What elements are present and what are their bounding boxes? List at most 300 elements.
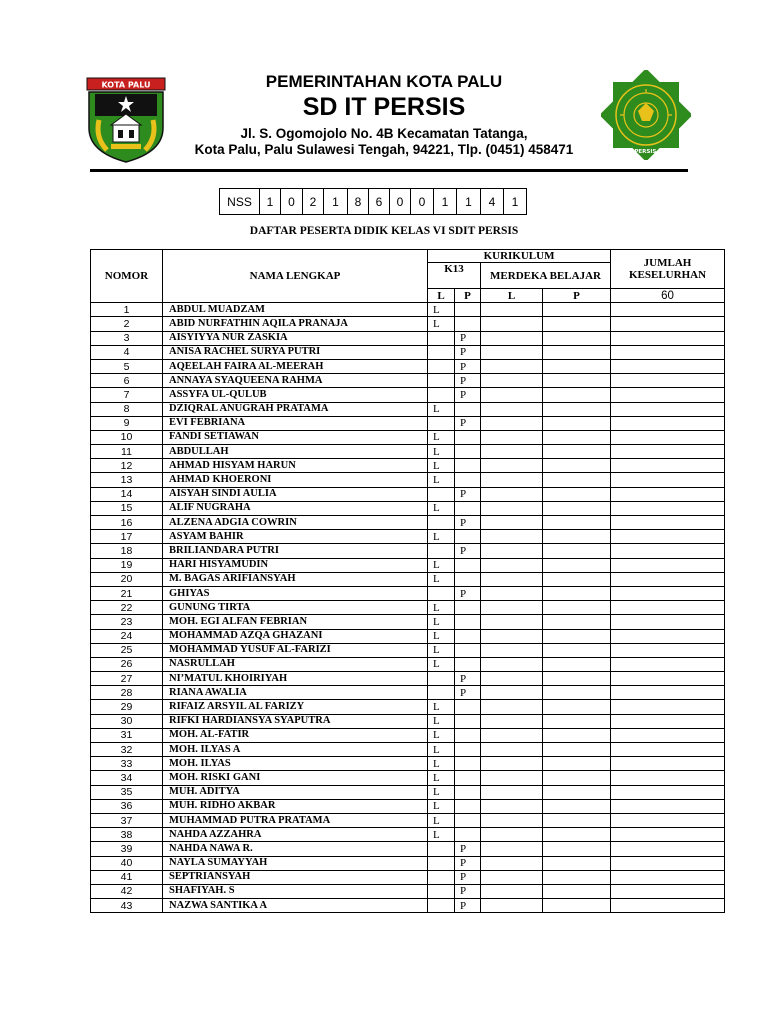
- k13-l-mark: [428, 899, 455, 913]
- merdeka-p-mark: [543, 601, 611, 615]
- merdeka-p-mark: [543, 331, 611, 345]
- nss-digit: 0: [411, 189, 434, 215]
- k13-p-mark: [455, 572, 481, 586]
- student-name: AISYAH SINDI AULIA: [163, 487, 428, 501]
- row-number: 12: [91, 459, 163, 473]
- table-row: [91, 516, 725, 530]
- k13-l-mark: L: [428, 473, 455, 487]
- merdeka-p-mark: [543, 303, 611, 317]
- jumlah-cell: [611, 303, 725, 317]
- merdeka-l-mark: [481, 558, 543, 572]
- nss-digit: 4: [481, 189, 504, 215]
- k13-l-mark: L: [428, 402, 455, 416]
- k13-p-mark: [455, 728, 481, 742]
- k13-l-mark: L: [428, 303, 455, 317]
- jumlah-cell: [611, 572, 725, 586]
- k13-l-mark: L: [428, 771, 455, 785]
- merdeka-l-mark: [481, 785, 543, 799]
- jumlah-cell: [611, 643, 725, 657]
- student-name: NAYLA SUMAYYAH: [163, 856, 428, 870]
- k13-l-mark: [428, 856, 455, 870]
- row-number: 11: [91, 445, 163, 459]
- jumlah-cell: [611, 388, 725, 402]
- merdeka-p-mark: [543, 530, 611, 544]
- student-name: MOH. EGI ALFAN FEBRIAN: [163, 615, 428, 629]
- merdeka-p-mark: [543, 317, 611, 331]
- k13-p-mark: [455, 757, 481, 771]
- row-number: 16: [91, 516, 163, 530]
- k13-p-mark: [455, 700, 481, 714]
- letterhead: [0, 0, 768, 175]
- merdeka-l-mark: [481, 629, 543, 643]
- merdeka-p-mark: [543, 813, 611, 827]
- student-name: AHMAD KHOERONI: [163, 473, 428, 487]
- merdeka-p-mark: [543, 516, 611, 530]
- student-name: ASSYFA UL-QULUB: [163, 388, 428, 402]
- table-row: [91, 416, 725, 430]
- school-name: SD IT PERSIS: [302, 93, 466, 121]
- jumlah-cell: [611, 771, 725, 785]
- row-number: 28: [91, 686, 163, 700]
- student-name: ANISA RACHEL SURYA PUTRI: [163, 345, 428, 359]
- table-row: [91, 530, 725, 544]
- merdeka-l-mark: [481, 473, 543, 487]
- k13-p-mark: [455, 629, 481, 643]
- merdeka-l-mark: [481, 743, 543, 757]
- table-row: [91, 629, 725, 643]
- student-name: NI’MATUL KHOIRIYAH: [163, 672, 428, 686]
- header-merdeka-l: L: [481, 289, 543, 303]
- jumlah-cell: [611, 714, 725, 728]
- table-row: [91, 657, 725, 671]
- student-name: ANNAYA SYAQUEENA RAHMA: [163, 374, 428, 388]
- k13-p-mark: P: [455, 544, 481, 558]
- row-number: 21: [91, 586, 163, 600]
- table-row: [91, 686, 725, 700]
- merdeka-l-mark: [481, 672, 543, 686]
- jumlah-cell: [611, 615, 725, 629]
- jumlah-cell: [611, 487, 725, 501]
- table-row: [91, 586, 725, 600]
- k13-p-mark: [455, 657, 481, 671]
- merdeka-p-mark: [543, 359, 611, 373]
- k13-p-mark: P: [455, 899, 481, 913]
- k13-l-mark: [428, 388, 455, 402]
- table-row: [91, 899, 725, 913]
- k13-p-mark: P: [455, 374, 481, 388]
- table-row: [91, 601, 725, 615]
- table-row: [91, 672, 725, 686]
- k13-p-mark: [455, 430, 481, 444]
- jumlah-cell: [611, 870, 725, 884]
- jumlah-cell: [611, 359, 725, 373]
- merdeka-p-mark: [543, 884, 611, 898]
- row-number: 29: [91, 700, 163, 714]
- k13-p-mark: P: [455, 331, 481, 345]
- k13-l-mark: L: [428, 799, 455, 813]
- k13-l-mark: [428, 359, 455, 373]
- merdeka-l-mark: [481, 813, 543, 827]
- row-number: 27: [91, 672, 163, 686]
- student-table: [90, 249, 725, 913]
- merdeka-l-mark: [481, 331, 543, 345]
- k13-p-mark: P: [455, 856, 481, 870]
- merdeka-l-mark: [481, 643, 543, 657]
- jumlah-cell: [611, 700, 725, 714]
- k13-p-mark: P: [455, 672, 481, 686]
- nss-digit: 8: [348, 189, 369, 215]
- k13-p-mark: [455, 828, 481, 842]
- student-name: DZIQRAL ANUGRAH PRATAMA: [163, 402, 428, 416]
- k13-l-mark: [428, 870, 455, 884]
- k13-l-mark: L: [428, 445, 455, 459]
- merdeka-p-mark: [543, 743, 611, 757]
- k13-l-mark: L: [428, 601, 455, 615]
- k13-p-mark: P: [455, 388, 481, 402]
- row-number: 17: [91, 530, 163, 544]
- row-number: 20: [91, 572, 163, 586]
- merdeka-l-mark: [481, 359, 543, 373]
- student-name: NAHDA NAWA R.: [163, 842, 428, 856]
- merdeka-p-mark: [543, 828, 611, 842]
- sdit-persis-emblem-icon: [601, 70, 691, 160]
- student-name: ABDULLAH: [163, 445, 428, 459]
- table-row: [91, 317, 725, 331]
- row-number: 43: [91, 899, 163, 913]
- student-name: HARI HISYAMUDIN: [163, 558, 428, 572]
- merdeka-p-mark: [543, 388, 611, 402]
- merdeka-p-mark: [543, 473, 611, 487]
- k13-p-mark: [455, 445, 481, 459]
- student-name: RIFAIZ ARSYIL AL FARIZY: [163, 700, 428, 714]
- table-row: [91, 842, 725, 856]
- k13-l-mark: [428, 487, 455, 501]
- jumlah-cell: [611, 430, 725, 444]
- table-row: [91, 813, 725, 827]
- jumlah-cell: [611, 899, 725, 913]
- k13-l-mark: L: [428, 813, 455, 827]
- k13-p-mark: P: [455, 884, 481, 898]
- merdeka-l-mark: [481, 586, 543, 600]
- student-name: MUH. RIDHO AKBAR: [163, 799, 428, 813]
- merdeka-p-mark: [543, 700, 611, 714]
- table-row: [91, 771, 725, 785]
- merdeka-l-mark: [481, 317, 543, 331]
- student-name: MUHAMMAD PUTRA PRATAMA: [163, 813, 428, 827]
- student-name: MOHAMMAD AZQA GHAZANI: [163, 629, 428, 643]
- nss-digit: 1: [457, 189, 481, 215]
- k13-l-mark: L: [428, 459, 455, 473]
- k13-l-mark: L: [428, 757, 455, 771]
- merdeka-p-mark: [543, 899, 611, 913]
- jumlah-cell: [611, 686, 725, 700]
- table-row: [91, 359, 725, 373]
- row-number: 25: [91, 643, 163, 657]
- row-number: 38: [91, 828, 163, 842]
- merdeka-l-mark: [481, 856, 543, 870]
- row-number: 41: [91, 870, 163, 884]
- k13-l-mark: [428, 374, 455, 388]
- table-row: [91, 743, 725, 757]
- k13-l-mark: L: [428, 558, 455, 572]
- merdeka-l-mark: [481, 686, 543, 700]
- student-name: AISYIYYA NUR ZASKIA: [163, 331, 428, 345]
- k13-l-mark: L: [428, 700, 455, 714]
- merdeka-l-mark: [481, 544, 543, 558]
- table-row: [91, 728, 725, 742]
- merdeka-l-mark: [481, 445, 543, 459]
- merdeka-p-mark: [543, 445, 611, 459]
- k13-l-mark: L: [428, 629, 455, 643]
- jumlah-cell: [611, 501, 725, 515]
- jumlah-cell: [611, 516, 725, 530]
- k13-p-mark: [455, 714, 481, 728]
- merdeka-l-mark: [481, 870, 543, 884]
- k13-l-mark: L: [428, 714, 455, 728]
- k13-l-mark: L: [428, 572, 455, 586]
- header-jumlah: JUMLAH KESELURHAN: [611, 250, 725, 289]
- table-row: [91, 700, 725, 714]
- k13-p-mark: P: [455, 870, 481, 884]
- student-name: MOHAMMAD YUSUF AL-FARIZI: [163, 643, 428, 657]
- k13-p-mark: P: [455, 487, 481, 501]
- table-row: [91, 757, 725, 771]
- nss-digit: 6: [369, 189, 390, 215]
- k13-l-mark: L: [428, 615, 455, 629]
- k13-p-mark: [455, 601, 481, 615]
- jumlah-cell: [611, 884, 725, 898]
- table-row: [91, 331, 725, 345]
- merdeka-l-mark: [481, 842, 543, 856]
- k13-p-mark: P: [455, 586, 481, 600]
- jumlah-cell: [611, 586, 725, 600]
- k13-l-mark: L: [428, 728, 455, 742]
- header-divider: [90, 169, 688, 172]
- k13-p-mark: [455, 643, 481, 657]
- jumlah-cell: [611, 672, 725, 686]
- header-k13: K13: [428, 263, 481, 289]
- row-number: 35: [91, 785, 163, 799]
- student-name: MOH. ILYAS: [163, 757, 428, 771]
- table-row: [91, 572, 725, 586]
- table-row: [91, 459, 725, 473]
- row-number: 5: [91, 359, 163, 373]
- row-number: 33: [91, 757, 163, 771]
- jumlah-cell: [611, 601, 725, 615]
- merdeka-p-mark: [543, 714, 611, 728]
- student-name: RIFKI HARDIANSYA SYAPUTRA: [163, 714, 428, 728]
- header-kurikulum: KURIKULUM: [428, 250, 611, 263]
- jumlah-cell: [611, 842, 725, 856]
- government-title: PEMERINTAHAN KOTA PALU: [265, 72, 503, 91]
- jumlah-cell: [611, 728, 725, 742]
- merdeka-l-mark: [481, 501, 543, 515]
- jumlah-cell: [611, 402, 725, 416]
- k13-l-mark: [428, 586, 455, 600]
- school-address-line2: Kota Palu, Palu Sulawesi Tengah, 94221, Tlp. (0451) 458471: [194, 142, 574, 157]
- student-name: ASYAM BAHIR: [163, 530, 428, 544]
- jumlah-cell: [611, 558, 725, 572]
- row-number: 18: [91, 544, 163, 558]
- jumlah-cell: [611, 530, 725, 544]
- row-number: 6: [91, 374, 163, 388]
- merdeka-l-mark: [481, 516, 543, 530]
- k13-p-mark: [455, 813, 481, 827]
- merdeka-p-mark: [543, 657, 611, 671]
- table-row: [91, 884, 725, 898]
- k13-p-mark: [455, 615, 481, 629]
- svg-text:SDIT PERSIS PALU: SDIT PERSIS PALU: [618, 149, 674, 155]
- header-k13-l: L: [428, 289, 455, 303]
- merdeka-l-mark: [481, 615, 543, 629]
- table-row: [91, 445, 725, 459]
- row-number: 22: [91, 601, 163, 615]
- student-name: ABDUL MUADZAM: [163, 303, 428, 317]
- row-number: 4: [91, 345, 163, 359]
- row-number: 37: [91, 813, 163, 827]
- nss-digit: 0: [390, 189, 411, 215]
- table-row: [91, 828, 725, 842]
- k13-p-mark: [455, 558, 481, 572]
- merdeka-l-mark: [481, 430, 543, 444]
- student-name: EVI FEBRIANA: [163, 416, 428, 430]
- list-title: DAFTAR PESERTA DIDIK KELAS VI SDIT PERSIS: [249, 225, 519, 237]
- k13-l-mark: L: [428, 501, 455, 515]
- k13-p-mark: P: [455, 345, 481, 359]
- k13-p-mark: P: [455, 516, 481, 530]
- k13-p-mark: [455, 530, 481, 544]
- k13-p-mark: [455, 303, 481, 317]
- header-merdeka: MERDEKA BELAJAR: [481, 263, 611, 289]
- k13-l-mark: L: [428, 785, 455, 799]
- nss-digit: 1: [434, 189, 457, 215]
- k13-l-mark: [428, 331, 455, 345]
- merdeka-l-mark: [481, 487, 543, 501]
- merdeka-l-mark: [481, 601, 543, 615]
- merdeka-p-mark: [543, 856, 611, 870]
- k13-l-mark: L: [428, 657, 455, 671]
- k13-l-mark: L: [428, 530, 455, 544]
- merdeka-p-mark: [543, 430, 611, 444]
- nss-label: NSS: [220, 189, 260, 215]
- merdeka-p-mark: [543, 643, 611, 657]
- nss-digit: 1: [324, 189, 348, 215]
- student-name: SEPTRIANSYAH: [163, 870, 428, 884]
- table-row: [91, 303, 725, 317]
- k13-l-mark: [428, 345, 455, 359]
- row-number: 36: [91, 799, 163, 813]
- merdeka-l-mark: [481, 771, 543, 785]
- merdeka-l-mark: [481, 388, 543, 402]
- row-number: 1: [91, 303, 163, 317]
- row-number: 2: [91, 317, 163, 331]
- merdeka-l-mark: [481, 657, 543, 671]
- table-row: [91, 501, 725, 515]
- jumlah-cell: [611, 445, 725, 459]
- k13-l-mark: [428, 516, 455, 530]
- jumlah-cell: [611, 416, 725, 430]
- merdeka-p-mark: [543, 459, 611, 473]
- student-name: ALZENA ADGIA COWRIN: [163, 516, 428, 530]
- table-row: [91, 870, 725, 884]
- row-number: 10: [91, 430, 163, 444]
- k13-l-mark: L: [428, 828, 455, 842]
- header-nama: NAMA LENGKAP: [163, 250, 428, 303]
- k13-p-mark: [455, 402, 481, 416]
- merdeka-l-mark: [481, 459, 543, 473]
- merdeka-p-mark: [543, 686, 611, 700]
- student-name: ALIF NUGRAHA: [163, 501, 428, 515]
- student-name: ABID NURFATHIN AQILA PRANAJA: [163, 317, 428, 331]
- merdeka-l-mark: [481, 700, 543, 714]
- row-number: 14: [91, 487, 163, 501]
- jumlah-cell: [611, 785, 725, 799]
- row-number: 19: [91, 558, 163, 572]
- student-name: AHMAD HISYAM HARUN: [163, 459, 428, 473]
- row-number: 3: [91, 331, 163, 345]
- merdeka-p-mark: [543, 374, 611, 388]
- merdeka-l-mark: [481, 899, 543, 913]
- merdeka-p-mark: [543, 771, 611, 785]
- merdeka-l-mark: [481, 402, 543, 416]
- merdeka-p-mark: [543, 672, 611, 686]
- row-number: 7: [91, 388, 163, 402]
- jumlah-cell: [611, 657, 725, 671]
- student-name: BRILIANDARA PUTRI: [163, 544, 428, 558]
- merdeka-p-mark: [543, 558, 611, 572]
- k13-p-mark: P: [455, 359, 481, 373]
- k13-l-mark: L: [428, 743, 455, 757]
- jumlah-cell: [611, 828, 725, 842]
- header-nomor: NOMOR: [91, 250, 163, 303]
- jumlah-cell: [611, 331, 725, 345]
- jumlah-cell: [611, 374, 725, 388]
- merdeka-p-mark: [543, 615, 611, 629]
- student-name: M. BAGAS ARIFIANSYAH: [163, 572, 428, 586]
- merdeka-p-mark: [543, 842, 611, 856]
- merdeka-p-mark: [543, 728, 611, 742]
- row-number: 24: [91, 629, 163, 643]
- merdeka-p-mark: [543, 572, 611, 586]
- merdeka-p-mark: [543, 757, 611, 771]
- jumlah-cell: [611, 856, 725, 870]
- k13-l-mark: [428, 686, 455, 700]
- merdeka-l-mark: [481, 572, 543, 586]
- k13-p-mark: P: [455, 416, 481, 430]
- merdeka-p-mark: [543, 402, 611, 416]
- student-name: AQEELAH FAIRA AL-MEERAH: [163, 359, 428, 373]
- row-number: 23: [91, 615, 163, 629]
- row-number: 42: [91, 884, 163, 898]
- table-row: [91, 544, 725, 558]
- k13-p-mark: P: [455, 842, 481, 856]
- student-name: NASRULLAH: [163, 657, 428, 671]
- table-row: [91, 799, 725, 813]
- table-row: [91, 714, 725, 728]
- merdeka-p-mark: [543, 487, 611, 501]
- merdeka-p-mark: [543, 345, 611, 359]
- merdeka-l-mark: [481, 799, 543, 813]
- k13-p-mark: [455, 317, 481, 331]
- row-number: 31: [91, 728, 163, 742]
- k13-l-mark: L: [428, 643, 455, 657]
- k13-l-mark: [428, 842, 455, 856]
- merdeka-l-mark: [481, 303, 543, 317]
- merdeka-p-mark: [543, 501, 611, 515]
- nss-box: [219, 188, 527, 215]
- jumlah-cell: [611, 345, 725, 359]
- school-address-line1: Jl. S. Ogomojolo No. 4B Kecamatan Tatanga,: [240, 126, 528, 141]
